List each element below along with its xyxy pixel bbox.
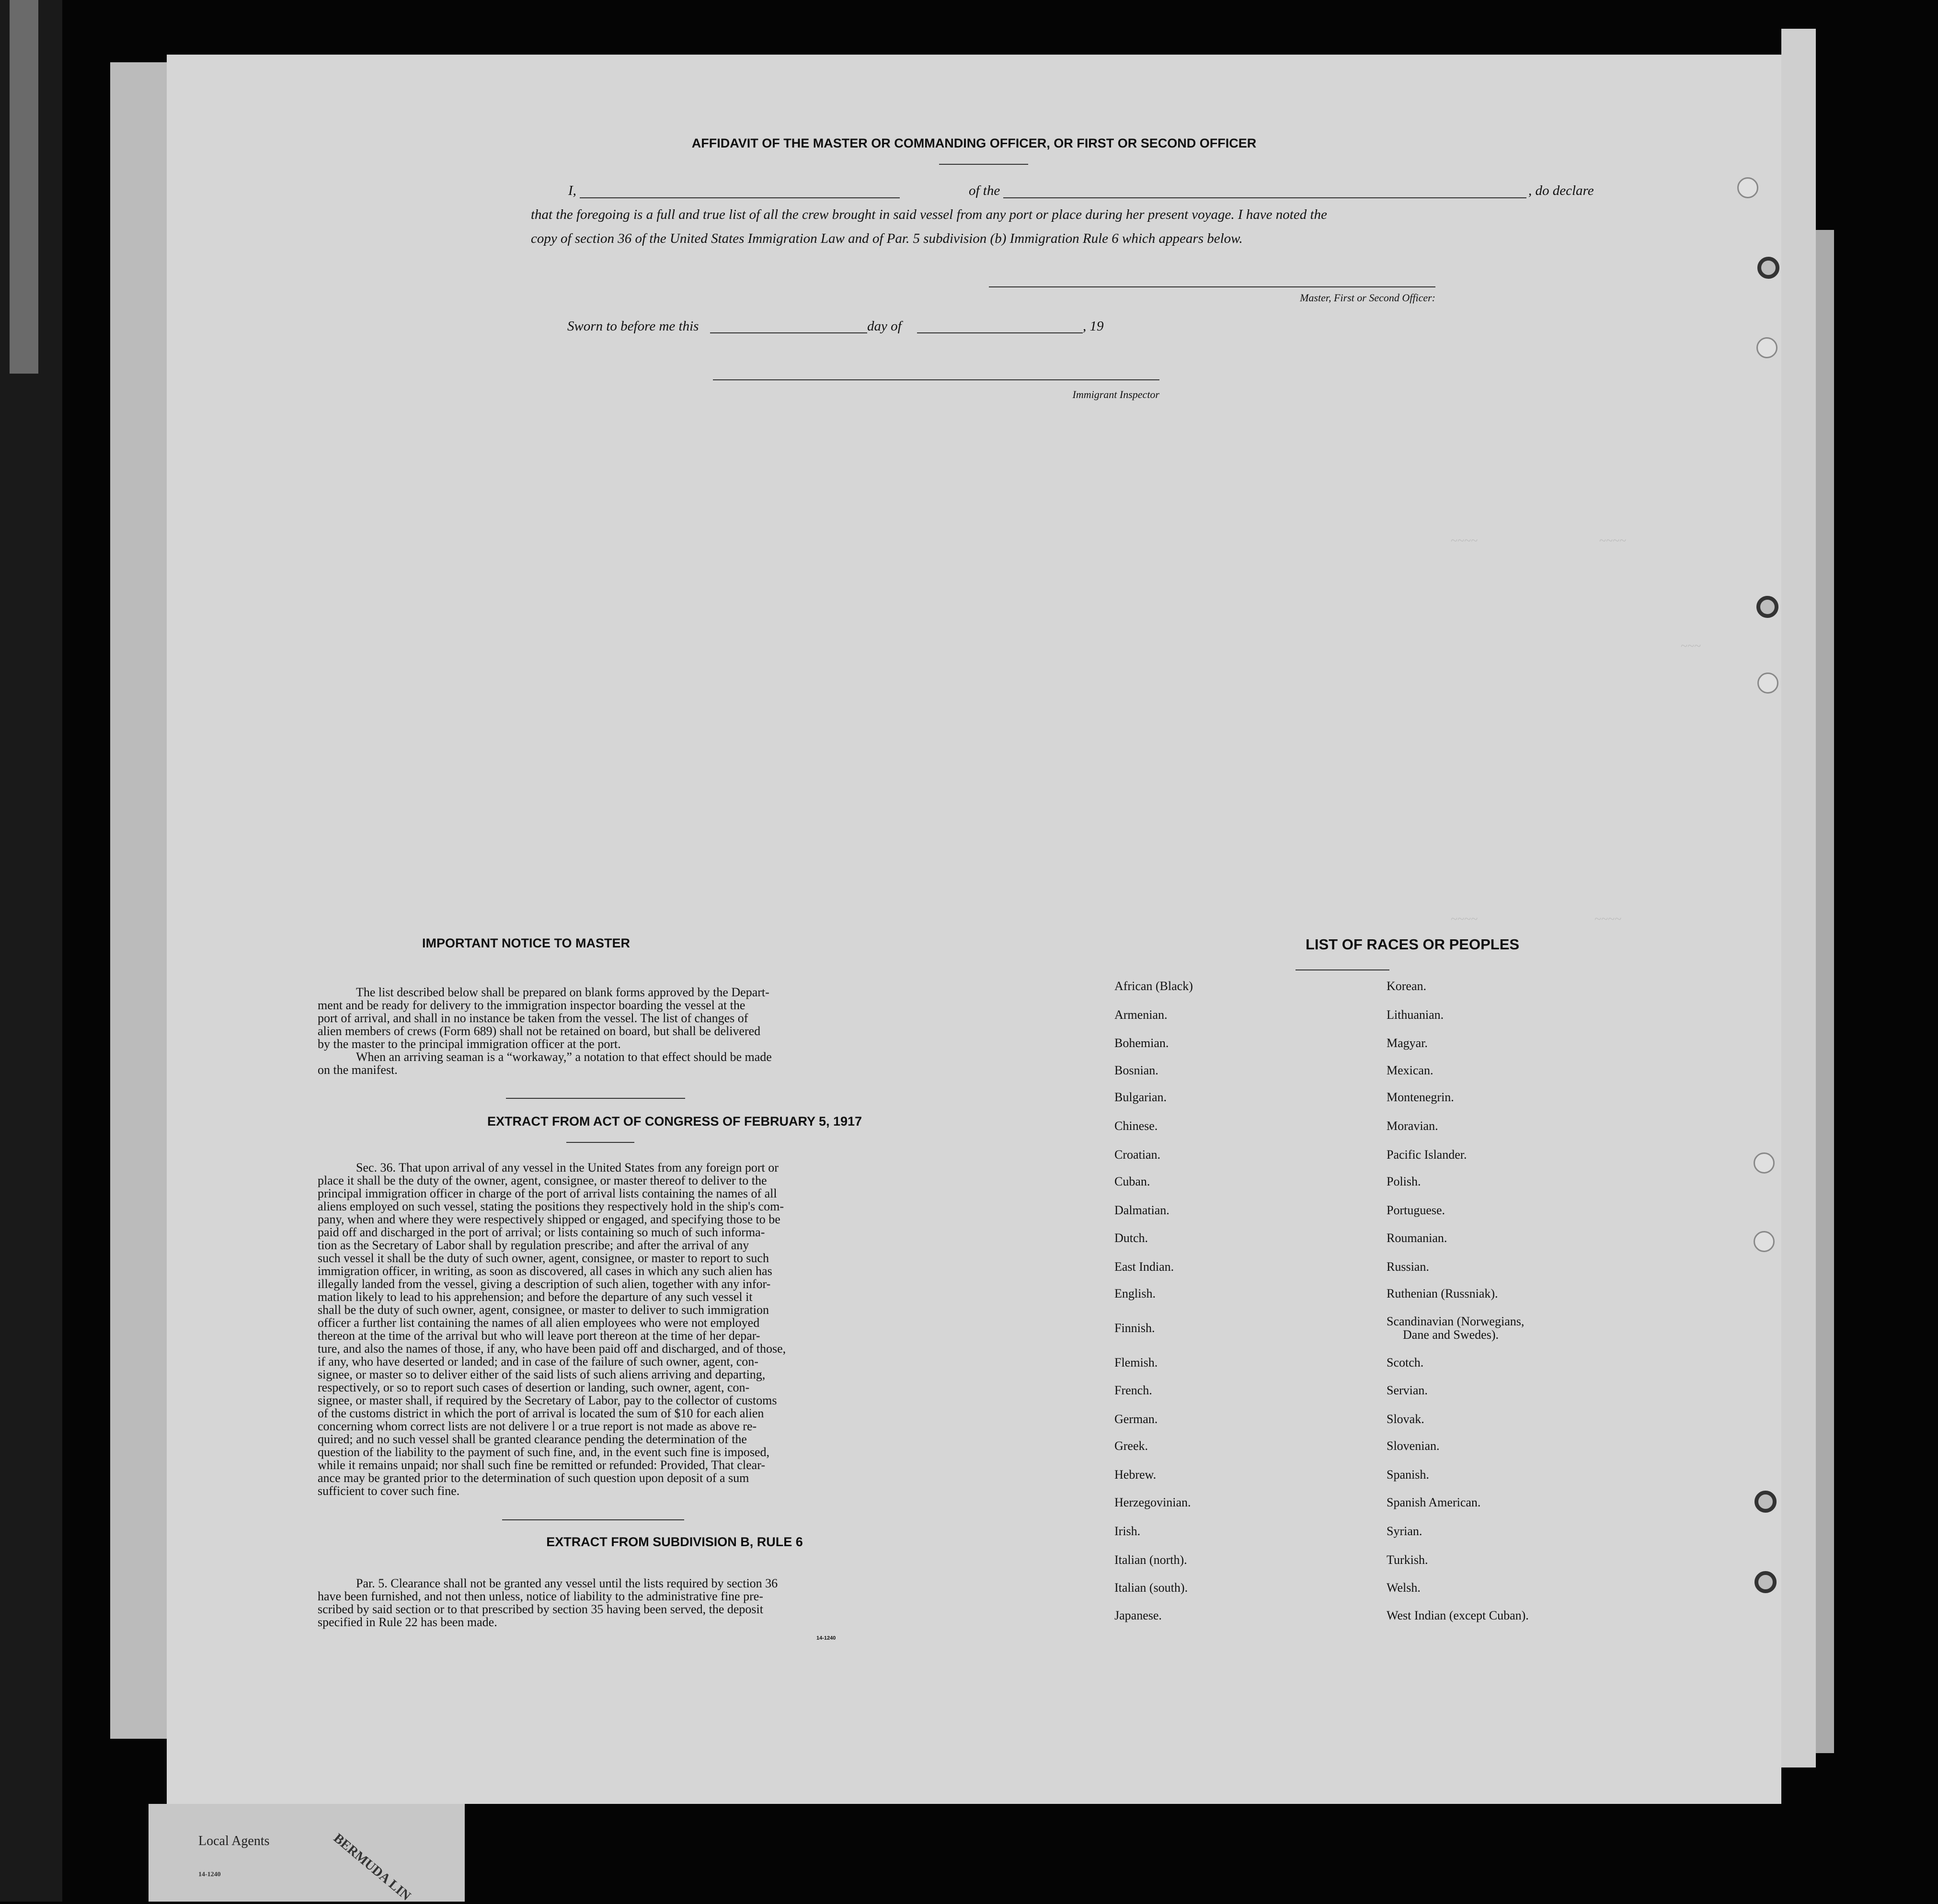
- act-line: while it remains unpaid; nor shall such fine be remitted or refunded: Provided, That clear-: [318, 1458, 765, 1472]
- race-item: French.: [1114, 1383, 1152, 1397]
- act-line: concerning whom correct lists are not delivere l or a true report is not made as above re-: [318, 1419, 757, 1433]
- master-signature-line[interactable]: [989, 286, 1435, 287]
- punch-hole: [1755, 1571, 1777, 1593]
- act-line: principal immigration officer in charge of the port of arrival lists containing the names of all: [318, 1186, 777, 1200]
- master-name-line[interactable]: [580, 197, 900, 198]
- race-item: Finnish.: [1114, 1321, 1155, 1335]
- act-line: such vessel it shall be the duty of such owner, agent, consignee, or master to report to such: [318, 1251, 769, 1265]
- race-item: Italian (north).: [1114, 1553, 1187, 1567]
- extract-act-title: EXTRACT FROM ACT OF CONGRESS OF FEBRUARY 5, 1917: [487, 1114, 862, 1129]
- act-line: if any, who have deserted or landed; and in case of the failure of such owner, agent, con-: [318, 1355, 758, 1368]
- race-item: German.: [1114, 1412, 1158, 1426]
- act-line: thereon at the time of the arrival but who will leave port thereon at the time of her depar-: [318, 1329, 760, 1343]
- act-line: tion as the Secretary of Labor shall by regulation prescribe; and after the arrival of any: [318, 1238, 749, 1252]
- extract-act-body: [318, 1161, 1032, 1497]
- act-line: ture, and also the names of those, if any, who have been paid off and discharged, and of those,: [318, 1342, 786, 1356]
- race-item: Syrian.: [1387, 1524, 1422, 1538]
- race-item: Mexican.: [1387, 1063, 1433, 1077]
- rule-line: specified in Rule 22 has been made.: [318, 1615, 497, 1629]
- act-line: signee, or master shall, if required by the Secretary of Labor, pay to the collector of customs: [318, 1393, 777, 1407]
- affidavit-title-rule: [939, 164, 1028, 165]
- race-item: Herzegovinian.: [1114, 1495, 1191, 1509]
- act-line: ance may be granted prior to the determination of such question upon deposit of a sum: [318, 1471, 749, 1485]
- act-line: Sec. 36. That upon arrival of any vessel in the United States from any foreign port or: [356, 1161, 779, 1174]
- under-page-form-number: 14-1240: [198, 1871, 221, 1878]
- affidavit-line-2: that the foregoing is a full and true list of all the crew brought in said vessel from any port or place during her present voyage. I have noted the: [531, 207, 1327, 222]
- bleed-through-mark: ~~~~: [1599, 534, 1627, 547]
- extract-rule-title: EXTRACT FROM SUBDIVISION B, RULE 6: [546, 1535, 803, 1549]
- race-item: Flemish.: [1114, 1356, 1158, 1369]
- act-line: question of the liability to the payment of such fine, and, in the event such fine is imposed,: [318, 1445, 770, 1459]
- race-item: West Indian (except Cuban).: [1387, 1608, 1529, 1622]
- act-line: immigration officer, in writing, as soon as discovered, all cases in which any such alien has: [318, 1264, 772, 1278]
- act-line: respectively, or so to report such cases of desertion or landing, such owner, agent, con-: [318, 1380, 750, 1394]
- race-item: East Indian.: [1114, 1260, 1174, 1274]
- race-item: Welsh.: [1387, 1581, 1421, 1595]
- notice-line: The list described below shall be prepared on blank forms approved by the Depart-: [356, 985, 769, 999]
- race-item: Japanese.: [1114, 1608, 1162, 1622]
- race-item: Russian.: [1387, 1260, 1429, 1274]
- rule-line: scribed by said section or to that prescribed by section 35 having been served, the deposit: [318, 1602, 763, 1616]
- vessel-name-line[interactable]: [1003, 197, 1526, 198]
- notice-body: [318, 986, 1032, 1076]
- sworn-label: Sworn to before me this: [567, 319, 699, 334]
- notice-rule: [506, 1098, 685, 1099]
- affidavit-i-prefix: I,: [568, 183, 576, 198]
- race-item: Magyar.: [1387, 1036, 1428, 1050]
- extract-act-title-rule: [566, 1142, 634, 1143]
- race-item: Portuguese.: [1387, 1203, 1445, 1217]
- race-item: Hebrew.: [1114, 1468, 1157, 1482]
- act-line: pany, when and where they were respectively shipped or engaged, and specifying those to be: [318, 1212, 780, 1226]
- race-item: Scotch.: [1387, 1356, 1424, 1369]
- bleed-through-mark: ~~~: [1681, 639, 1701, 653]
- under-page-right: [1781, 29, 1816, 1767]
- race-item: Spanish.: [1387, 1468, 1429, 1482]
- race-item: Slovenian.: [1387, 1439, 1440, 1453]
- race-item: Dutch.: [1114, 1231, 1148, 1245]
- race-item: Irish.: [1114, 1524, 1141, 1538]
- race-item: Dane and Swedes).: [1403, 1328, 1499, 1342]
- manifest-page: [167, 55, 1781, 1804]
- act-line: sufficient to cover such fine.: [318, 1484, 460, 1498]
- master-signature-caption: Master, First or Second Officer:: [1300, 292, 1435, 304]
- year-label: , 19: [1083, 319, 1104, 334]
- affidavit-title: AFFIDAVIT OF THE MASTER OR COMMANDING OFFICER, OR FIRST OR SECOND OFFICER: [691, 136, 1257, 150]
- notice-line: port of arrival, and shall in no instance be taken from the vessel. The list of changes of: [318, 1011, 748, 1025]
- race-item: Montenegrin.: [1387, 1090, 1454, 1104]
- under-page-left: [110, 62, 167, 1739]
- act-line: quired; and no such vessel shall be granted clearance pending the determination of the: [318, 1432, 747, 1446]
- punch-hole: [1757, 673, 1778, 694]
- race-item: Scandinavian (Norwegians,: [1387, 1314, 1525, 1328]
- notice-line: ment and be ready for delivery to the immigration inspector boarding the vessel at the: [318, 998, 745, 1012]
- form-number: 14-1240: [816, 1635, 836, 1641]
- punch-hole: [1757, 257, 1779, 279]
- race-item: Ruthenian (Russniak).: [1387, 1287, 1498, 1300]
- local-agents-label: Local Agents: [198, 1834, 270, 1848]
- punch-hole: [1737, 177, 1758, 198]
- race-item: Lithuanian.: [1387, 1008, 1444, 1022]
- act-line: signee, or master so to deliver either of the said lists of such aliens arriving and departing,: [318, 1368, 766, 1381]
- under-page-right-2: [1816, 230, 1834, 1753]
- race-item: Armenian.: [1114, 1008, 1168, 1022]
- race-item: Spanish American.: [1387, 1495, 1481, 1509]
- left-binding-edge: [10, 0, 38, 374]
- race-item: Roumanian.: [1387, 1231, 1447, 1245]
- race-item: Croatian.: [1114, 1148, 1161, 1162]
- punch-hole: [1756, 337, 1777, 358]
- punch-hole: [1754, 1152, 1775, 1174]
- rule-line: Par. 5. Clearance shall not be granted any vessel until the lists required by section 36: [356, 1576, 778, 1590]
- act-line: paid off and discharged in the port of arrival; or lists containing so much of such informa-: [318, 1225, 765, 1239]
- affidavit-line-3: copy of section 36 of the United States Immigration Law and of Par. 5 subdivision (b) Immigration Rule 6 which appears below.: [531, 231, 1243, 246]
- notice-line: When an arriving seaman is a “workaway,” a notation to that effect should be made: [356, 1050, 772, 1064]
- extract-act-rule: [502, 1519, 684, 1520]
- extract-rule-body: [318, 1577, 1032, 1629]
- affidavit-of-the: of the: [969, 183, 1000, 198]
- race-item: African (Black): [1114, 979, 1193, 993]
- race-item: Moravian.: [1387, 1119, 1438, 1133]
- bleed-through-mark: ~~~~: [1594, 912, 1622, 926]
- act-line: aliens employed on such vessel, stating the positions they respectively hold in the ship's com-: [318, 1199, 784, 1213]
- rule-line: have been furnished, and not then unless, notice of liability to the administrative fine pre-: [318, 1589, 763, 1603]
- race-item: Greek.: [1114, 1439, 1148, 1453]
- punch-hole: [1755, 1491, 1777, 1513]
- race-item: Servian.: [1387, 1383, 1428, 1397]
- race-item: Chinese.: [1114, 1119, 1158, 1133]
- race-item: Slovak.: [1387, 1412, 1424, 1426]
- race-item: Polish.: [1387, 1174, 1421, 1188]
- notice-line: by the master to the principal immigration officer at the port.: [318, 1037, 621, 1051]
- sworn-day-line[interactable]: [710, 332, 867, 333]
- race-item: Bohemian.: [1114, 1036, 1169, 1050]
- notice-line: alien members of crews (Form 689) shall not be retained on board, but shall be delivered: [318, 1024, 761, 1038]
- act-line: illegally landed from the vessel, giving a description of such alien, together with any infor-: [318, 1277, 771, 1291]
- act-line: shall be the duty of such owner, agent, consignee, or master to deliver to such immigration: [318, 1303, 769, 1317]
- races-title-rule: [1296, 969, 1389, 970]
- race-item: Bosnian.: [1114, 1063, 1158, 1077]
- act-line: place it shall be the duty of the owner, agent, consignee, or master thereof to deliver to the: [318, 1174, 767, 1187]
- notice-line: on the manifest.: [318, 1063, 398, 1077]
- act-line: officer a further list containing the names of all alien employees who were not employed: [318, 1316, 760, 1330]
- bleed-through-mark: ~~~~: [1451, 912, 1478, 926]
- day-of-label: day of: [867, 319, 902, 334]
- race-item: English.: [1114, 1287, 1156, 1300]
- race-item: Cuban.: [1114, 1174, 1150, 1188]
- race-item: Italian (south).: [1114, 1581, 1188, 1595]
- race-item: Dalmatian.: [1114, 1203, 1170, 1217]
- races-title: LIST OF RACES OR PEOPLES: [1305, 936, 1520, 953]
- bleed-through-mark: ~~~~: [1451, 534, 1478, 547]
- under-page-bottom: [149, 1804, 465, 1902]
- inspector-signature-line[interactable]: [713, 379, 1159, 380]
- inspector-caption: Immigrant Inspector: [1072, 388, 1159, 400]
- sworn-month-line[interactable]: [917, 332, 1083, 333]
- race-item: Bulgarian.: [1114, 1090, 1167, 1104]
- notice-title: IMPORTANT NOTICE TO MASTER: [422, 936, 630, 950]
- punch-hole: [1756, 596, 1778, 618]
- affidavit-do-declare: , do declare: [1528, 183, 1594, 198]
- act-line: of the customs district in which the port of arrival is located the sum of $10 for each alien: [318, 1406, 764, 1420]
- race-item: Korean.: [1387, 979, 1427, 993]
- race-item: Turkish.: [1387, 1553, 1428, 1567]
- race-item: Pacific Islander.: [1387, 1148, 1467, 1162]
- bermuda-line-stamp: BERMUDA LIN: [331, 1831, 414, 1904]
- punch-hole: [1754, 1231, 1775, 1252]
- act-line: mation likely to lead to his apprehension; and before the departure of any such vessel it: [318, 1290, 753, 1304]
